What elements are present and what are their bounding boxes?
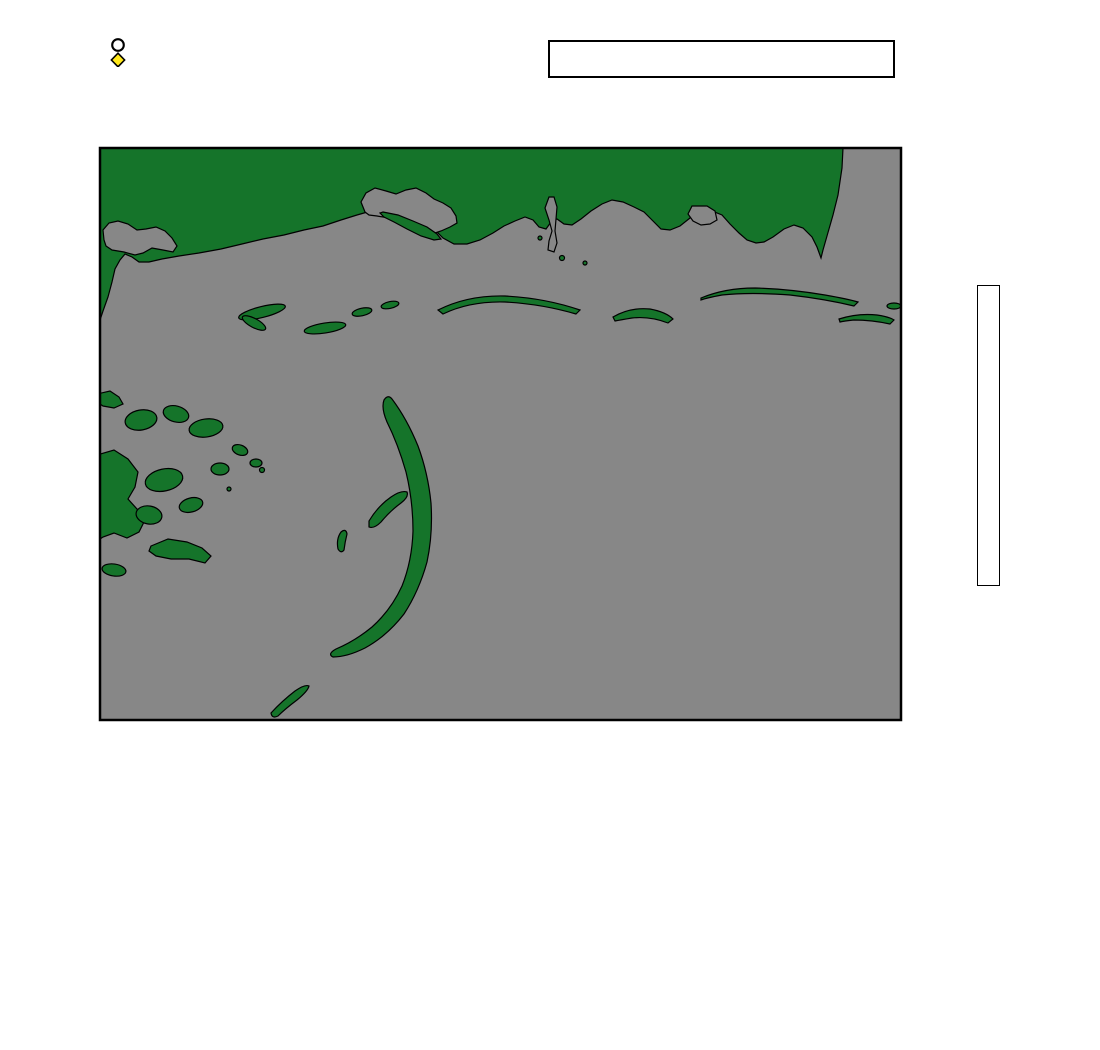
islet <box>583 261 587 265</box>
colorbar <box>977 285 1000 586</box>
marsh <box>211 463 229 475</box>
islet <box>560 256 565 261</box>
marsh <box>260 468 265 473</box>
island <box>887 303 901 309</box>
marsh <box>250 459 262 467</box>
marsh <box>227 487 231 491</box>
islet <box>538 236 542 240</box>
